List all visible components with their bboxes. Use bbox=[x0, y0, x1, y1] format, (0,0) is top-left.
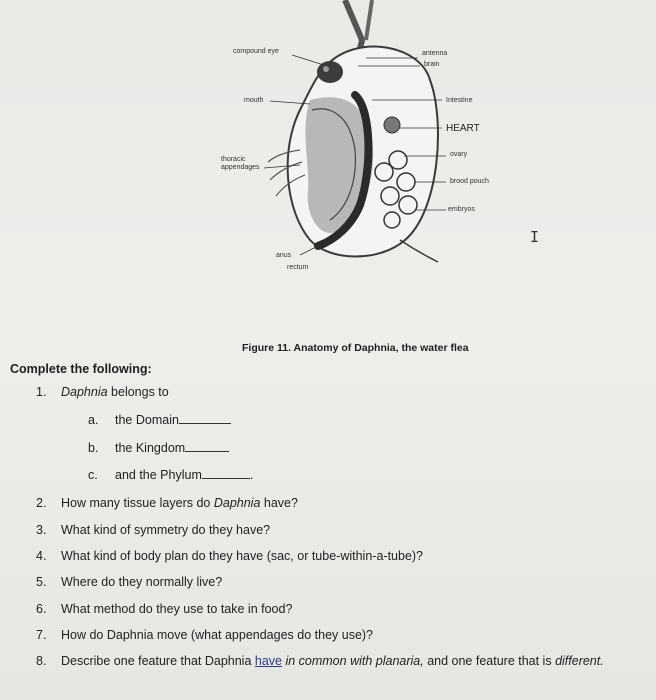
q2-number: 2. bbox=[36, 496, 47, 510]
q3-text: What kind of symmetry do they have? bbox=[61, 523, 271, 537]
q1-italic: Daphnia bbox=[61, 385, 108, 399]
q1a-letter: a. bbox=[88, 413, 99, 427]
q1b-text: the Kingdom bbox=[115, 441, 186, 455]
q1-text: belongs to bbox=[107, 385, 169, 399]
figure-caption: Figure 11. Anatomy of Daphnia, the water flea bbox=[242, 342, 469, 354]
q5-text: Where do they normally live? bbox=[61, 575, 223, 589]
text-cursor-icon: I bbox=[530, 228, 540, 246]
label-brood-pouch: brood pouch bbox=[450, 178, 489, 185]
q1-number: 1. bbox=[36, 385, 47, 399]
question-1c bbox=[88, 468, 253, 482]
q8-post: and one feature that is bbox=[423, 654, 556, 668]
q7-number: 7. bbox=[36, 628, 47, 642]
label-mouth: mouth bbox=[244, 97, 264, 104]
q2-pre: How many tissue layers do bbox=[61, 496, 214, 510]
q1c-text: and the Phylum bbox=[115, 468, 202, 482]
q3-number: 3. bbox=[36, 523, 47, 537]
q7-text: How do Daphnia move (what appendages do they use)? bbox=[61, 628, 374, 642]
label-ovary: ovary bbox=[450, 151, 468, 158]
label-rectum: rectum bbox=[287, 264, 309, 271]
question-7 bbox=[36, 628, 373, 642]
q1a-answer-blank[interactable] bbox=[179, 413, 231, 424]
label-anus: anus bbox=[276, 252, 292, 259]
q4-text: What kind of body plan do they have (sac, or tube-within-a-tube)? bbox=[61, 549, 424, 563]
label-embryos: embryos bbox=[448, 206, 475, 213]
q2-post: have? bbox=[260, 496, 298, 510]
question-8 bbox=[36, 654, 604, 668]
label-intestine: Intestine bbox=[446, 97, 473, 104]
q1b-letter: b. bbox=[88, 441, 99, 455]
q1c-tail: . bbox=[249, 468, 254, 482]
q8-italic: different. bbox=[555, 654, 604, 668]
question-6 bbox=[36, 602, 292, 616]
daphnia-diagram bbox=[0, 0, 656, 330]
q4-number: 4. bbox=[36, 549, 47, 563]
q8-mid: in common with planaria, bbox=[281, 654, 424, 668]
q1a-text: the Domain bbox=[115, 413, 179, 427]
q8-number: 8. bbox=[36, 654, 47, 668]
daphnia-figure bbox=[0, 0, 656, 330]
question-2 bbox=[36, 496, 298, 510]
question-1b bbox=[88, 441, 229, 455]
label-heart: HEART bbox=[446, 123, 480, 134]
q1b-answer-blank[interactable] bbox=[185, 441, 229, 452]
q6-text: What method do they use to take in food? bbox=[61, 602, 293, 616]
question-1 bbox=[36, 385, 169, 399]
label-thoracic-1: thoracic bbox=[221, 156, 246, 163]
question-5 bbox=[36, 575, 222, 589]
q6-number: 6. bbox=[36, 602, 47, 616]
label-thoracic-2: appendages bbox=[221, 164, 260, 171]
label-brain: brain bbox=[424, 61, 440, 68]
q8-pre: Describe one feature that Daphnia bbox=[61, 654, 255, 668]
q2-italic: Daphnia bbox=[213, 496, 261, 510]
q1c-answer-blank[interactable] bbox=[202, 468, 250, 479]
worksheet-heading: Complete the following: bbox=[10, 362, 152, 376]
q8-underlined: have bbox=[254, 654, 282, 668]
q1c-letter: c. bbox=[88, 468, 98, 482]
question-1a bbox=[88, 413, 231, 427]
q5-number: 5. bbox=[36, 575, 47, 589]
question-3 bbox=[36, 523, 270, 537]
label-antenna: antenna bbox=[422, 50, 448, 57]
label-compound-eye: compound eye bbox=[233, 48, 279, 55]
question-4 bbox=[36, 549, 423, 563]
